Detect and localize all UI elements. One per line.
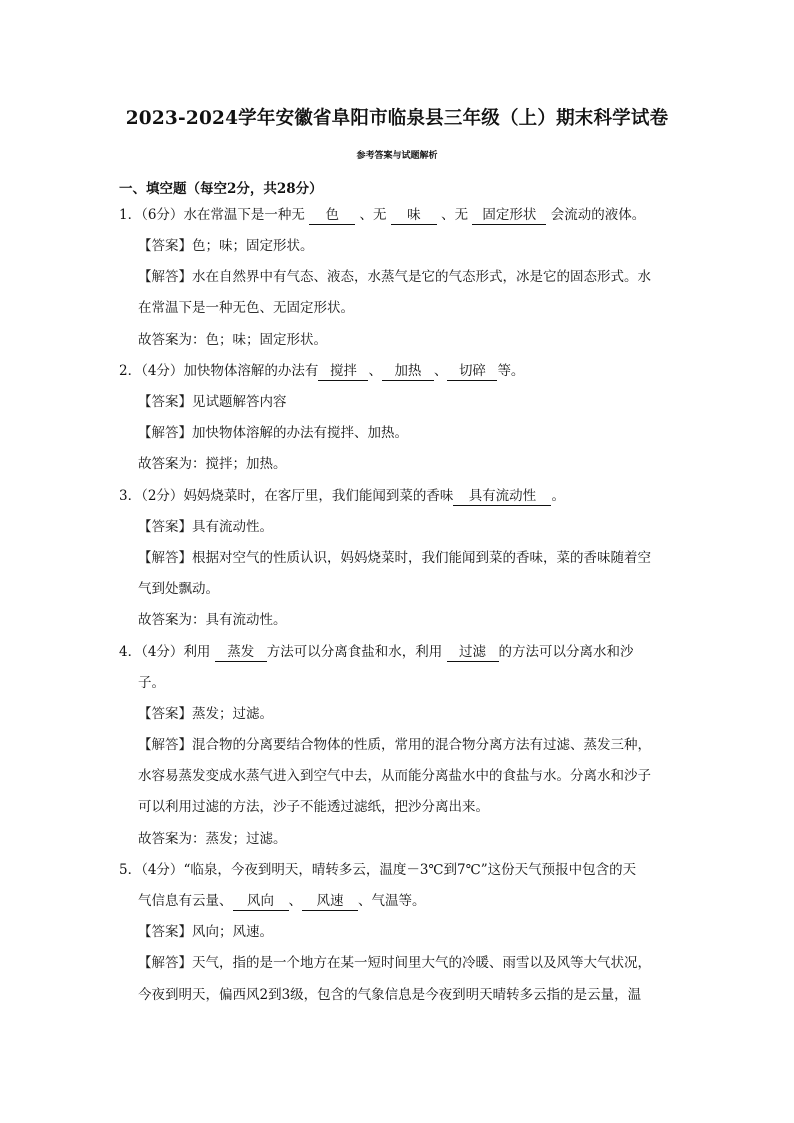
final-answer: 故答案为：具有流动性。 — [138, 612, 287, 628]
section-heading: 一、填空题（每空2分，共28分） — [119, 181, 323, 197]
explanation-line: 【解答】加快物体溶解的办法有搅拌、加热。 — [138, 425, 408, 441]
explanation-line: 【解答】天气，指的是一个地方在某一短时间里大气的冷暖、雨雪以及风等大气状况， — [138, 955, 651, 971]
answer-line: 【答案】蒸发；过滤。 — [138, 706, 273, 722]
explanation-line: 水容易蒸发变成水蒸气进入到空气中去，从而能分离盐水中的食盐与水。分离水和沙子 — [138, 768, 651, 784]
explanation-line: 【解答】混合物的分离要结合物体的性质，常用的混合物分离方法有过滤、蒸发三种， — [138, 737, 651, 753]
final-answer: 故答案为：色；味；固定形状。 — [138, 332, 327, 348]
page-title: 2023-2024学年安徽省阜阳市临泉县三年级（上）期末科学试卷 — [125, 108, 669, 129]
blank-answer: 固定形状 — [472, 207, 546, 225]
blank-answer: 风向 — [233, 893, 289, 911]
question-3: 3．（2分）妈妈烧菜时，在客厅里，我们能闻到菜的香味 具有流动性 。 — [119, 488, 565, 504]
answer-line: 【答案】见试题解答内容 — [138, 394, 287, 410]
explanation-line: 【解答】水在自然界中有气态、液态，水蒸气是它的气态形式，冰是它的固态形式。水 — [138, 269, 651, 285]
blank-answer: 色 — [309, 207, 355, 225]
question-5: 5．（4分）“临泉，今夜到明天，晴转多云，温度－3℃到7℃”这份天气预报中包含的天 — [119, 862, 637, 878]
explanation-line: 可以利用过滤的方法，沙子不能透过滤纸，把沙分离出来。 — [138, 799, 489, 815]
answer-line: 【答案】色；味；固定形状。 — [138, 238, 314, 254]
blank-answer: 味 — [391, 207, 437, 225]
answer-line: 【答案】具有流动性。 — [138, 519, 273, 535]
final-answer: 故答案为：搅拌；加热。 — [138, 456, 287, 472]
explanation-line: 在常温下是一种无色、无固定形状。 — [138, 300, 354, 316]
question-4-cont: 子。 — [138, 675, 165, 691]
question-2: 2．（4分）加快物体溶解的办法有 搅拌 、 加热 、 切碎 等。 — [119, 363, 525, 379]
explanation-line: 【解答】根据对空气的性质认识，妈妈烧菜时，我们能闻到菜的香味，菜的香味随着空 — [138, 550, 651, 566]
final-answer: 故答案为：蒸发；过滤。 — [138, 831, 287, 847]
answer-line: 【答案】风向；风速。 — [138, 924, 273, 940]
question-1: 1．（6分）水在常温下是一种无 色 、无 味 、无 固定形状 会流动的液体。 — [119, 207, 646, 223]
explanation-line: 气到处飘动。 — [138, 581, 219, 597]
blank-answer: 切碎 — [447, 363, 497, 381]
blank-answer: 蒸发 — [215, 644, 267, 662]
blank-answer: 加热 — [382, 363, 434, 381]
page-subtitle: 参考答案与试题解析 — [356, 151, 438, 161]
blank-answer: 过滤 — [447, 644, 499, 662]
blank-answer: 具有流动性 — [453, 488, 551, 506]
explanation-line: 今夜到明天，偏西风2到3级，包含的气象信息是今夜到明天晴转多云指的是云量，温 — [138, 987, 642, 1003]
question-5-cont: 气信息有云量、 风向 、 风速 、气温等。 — [138, 893, 426, 909]
question-4: 4．（4分）利用 蒸发 方法可以分离食盐和水，利用 过滤 的方法可以分离水和沙 — [119, 644, 634, 660]
blank-answer: 搅拌 — [318, 363, 368, 381]
blank-answer: 风速 — [302, 893, 358, 911]
